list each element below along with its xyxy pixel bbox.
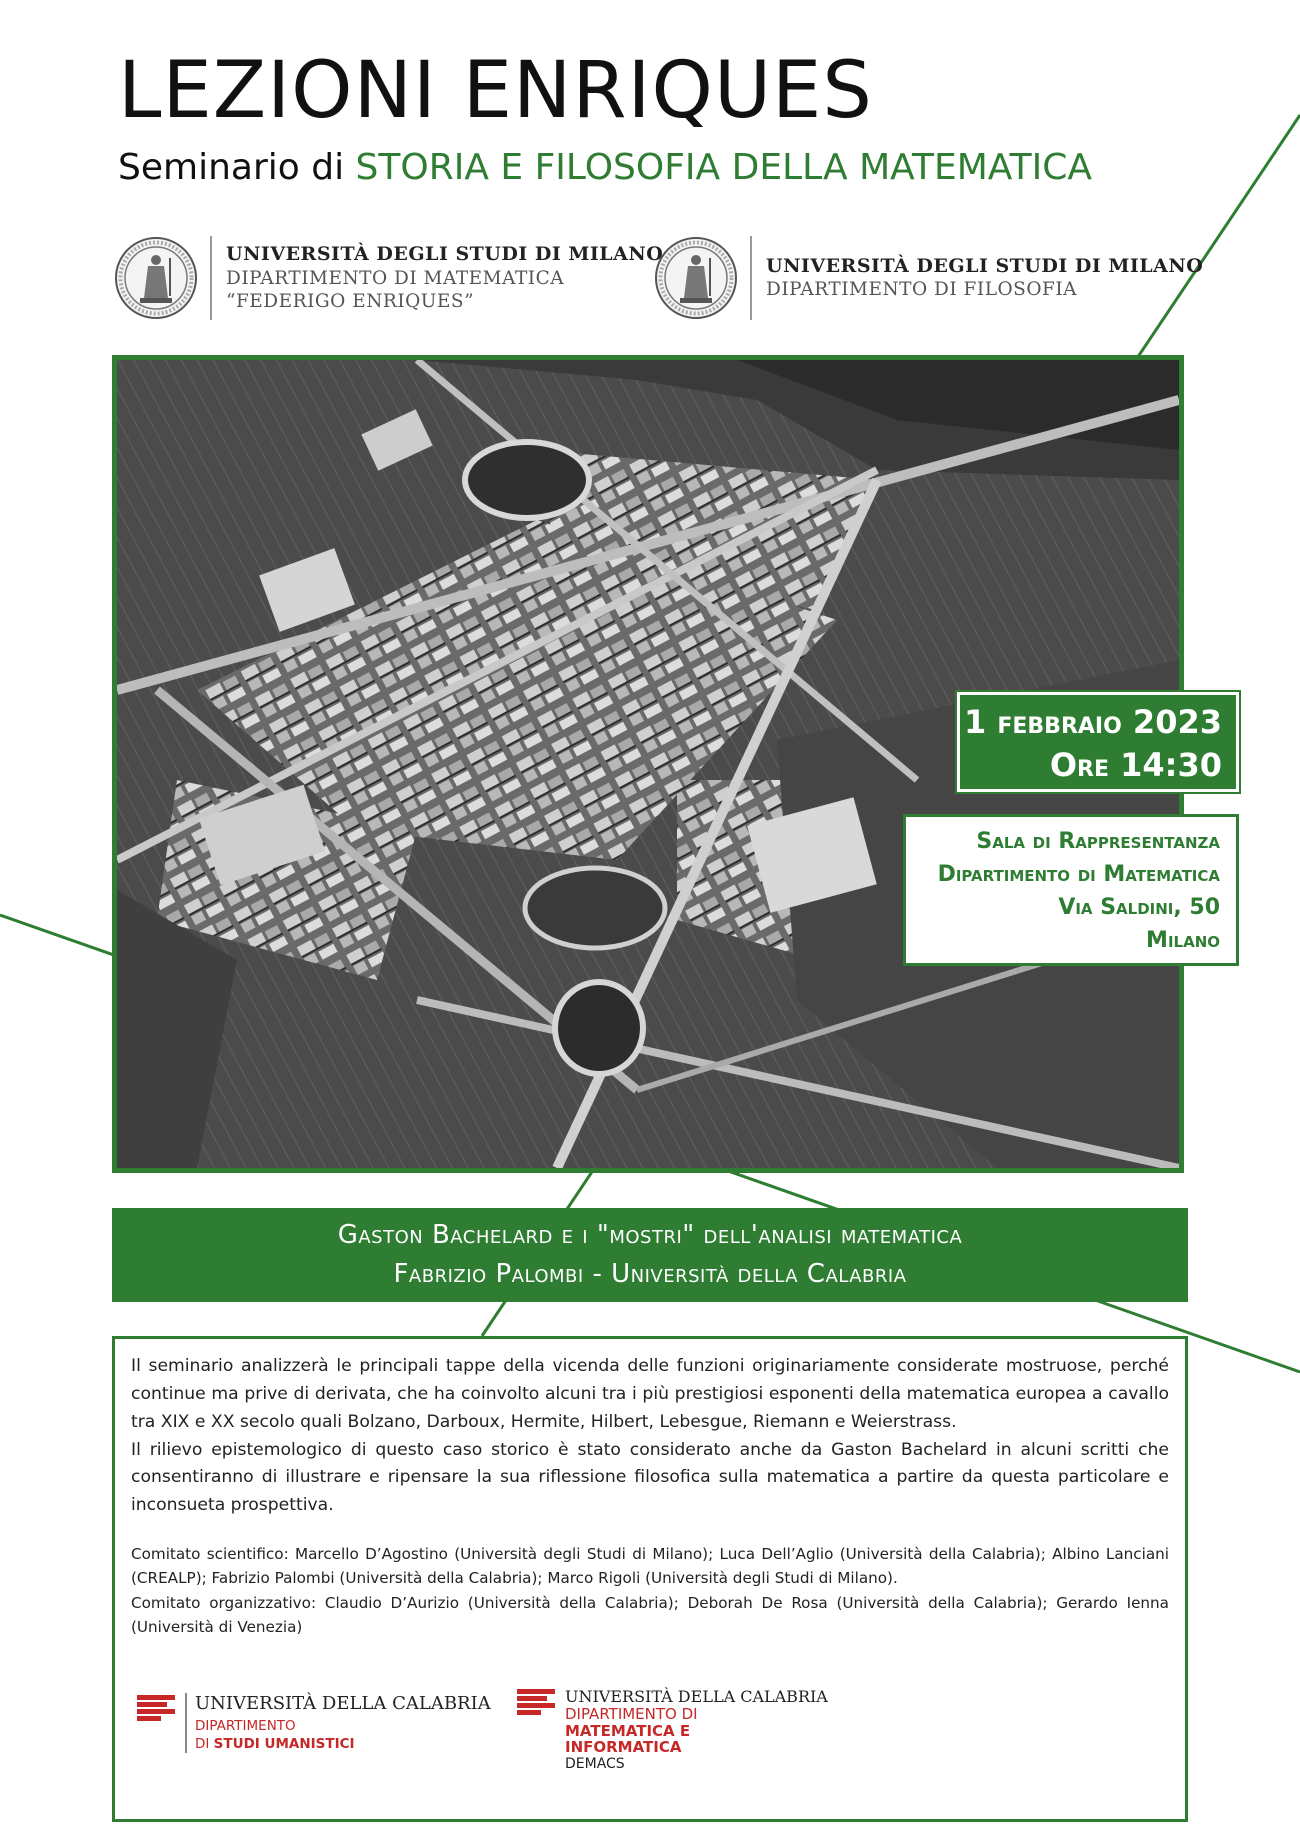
logo-unical-studi-umanistici [137,1693,491,1753]
unical-flag-icon [517,1689,555,1715]
unical-flag-icon [137,1695,175,1721]
partner-logos [137,1687,828,1803]
logo-divider [210,236,212,320]
subtitle-highlight: STORIA E FILOSOFIA DELLA MATEMATICA [355,147,1092,188]
event-time: Ore 14:30 [1049,746,1222,785]
logo-university-name: UNIVERSITÀ DELLA CALABRIA [195,1693,491,1714]
logo-unimi-filosofia [654,236,1203,320]
logo-unical-demacs [517,1687,828,1772]
dept-name: STUDI UMANISTICI [213,1735,355,1752]
event-date-box [957,692,1239,792]
logo-department-line: “FEDERIGO ENRIQUES” [226,290,475,312]
logo-department-acronym: DEMACS [565,1755,625,1772]
abstract-paragraph: Il seminario analizzerà le principali tappe della vicenda delle funzioni originariamente considerate mostruose, perché continue ma prive di derivata, che ha coinvolto alcuni tra i più prestigiosi esponenti della matematica europea a cavallo tra XIX e XX secolo quali Bolzano, Darboux, Hermite, Hilbert, Lebesgue, Riemann e Weierstrass. [131,1356,1169,1432]
logo-department-line: DIPARTIMENTO [195,1718,296,1734]
talk-title: Gaston Bachelard e i "mostri" dell'analisi matematica [337,1220,963,1250]
university-seal-icon [114,236,198,320]
venue-room: Sala di Rappresentanza [976,829,1220,854]
event-date: 1 febbraio 2023 [963,703,1222,741]
venue-department: Dipartimento di Matematica [937,862,1220,887]
logo-department-line: DIPARTIMENTO DI MATEMATICA [226,267,565,289]
logo-department-line: DIPARTIMENTO DI [565,1705,698,1723]
venue-city: Milano [1146,928,1220,953]
logo-department-line: DIPARTIMENTO DI FILOSOFIA [766,279,1077,301]
logo-university-name: UNIVERSITÀ DELLA CALABRIA [565,1687,828,1706]
page-subtitle [118,147,1092,188]
talk-banner [112,1208,1188,1302]
logo-unimi-matematica [114,236,663,320]
university-seal-icon [654,236,738,320]
logo-department-line: INFORMATICA [565,1738,682,1756]
venue-street: Via Saldini, 50 [1058,895,1220,920]
logo-department-line: MATEMATICA E [565,1721,691,1740]
page-title: LEZIONI ENRIQUES [118,46,873,136]
event-venue-box [903,814,1239,966]
logo-divider [750,236,752,320]
dept-prefix: DI [195,1735,214,1752]
scientific-committee: Comitato scientifico: Marcello D’Agostino (Università degli Studi di Milano); Luca Dell’Aglio (Università della Calabria); Albino Lanciani (CREALP); Fabrizio Palombi (Università della Calabria); Marco Rigoli (Università degli Studi di Milano). [131,1545,1169,1588]
logo-university-name: UNIVERSITÀ DEGLI STUDI DI MILANO [226,243,664,265]
talk-speaker: Fabrizio Palombi - Università della Calabria [393,1259,907,1289]
info-box [112,1336,1188,1822]
logo-university-name: UNIVERSITÀ DEGLI STUDI DI MILANO [766,254,1204,277]
logo-divider [185,1693,187,1753]
abstract-paragraph: Il rilievo epistemologico di questo caso storico è stato considerato anche da Gaston Bachelard in alcuni scritti che consentiranno di illustrare e ripensare la sua riflessione filosofica sulla matematica a partire da questa particolare e inconsueta prospettiva. [131,1439,1169,1516]
logo-department-line [195,1736,491,1754]
subtitle-prefix: Seminario di [118,147,345,188]
organizing-committee: Comitato organizzativo: Claudio D’Aurizio (Università della Calabria); Deborah De Rosa (Università della Calabria); Gerardo Ienna (Università di Venezia) [131,1593,1169,1637]
